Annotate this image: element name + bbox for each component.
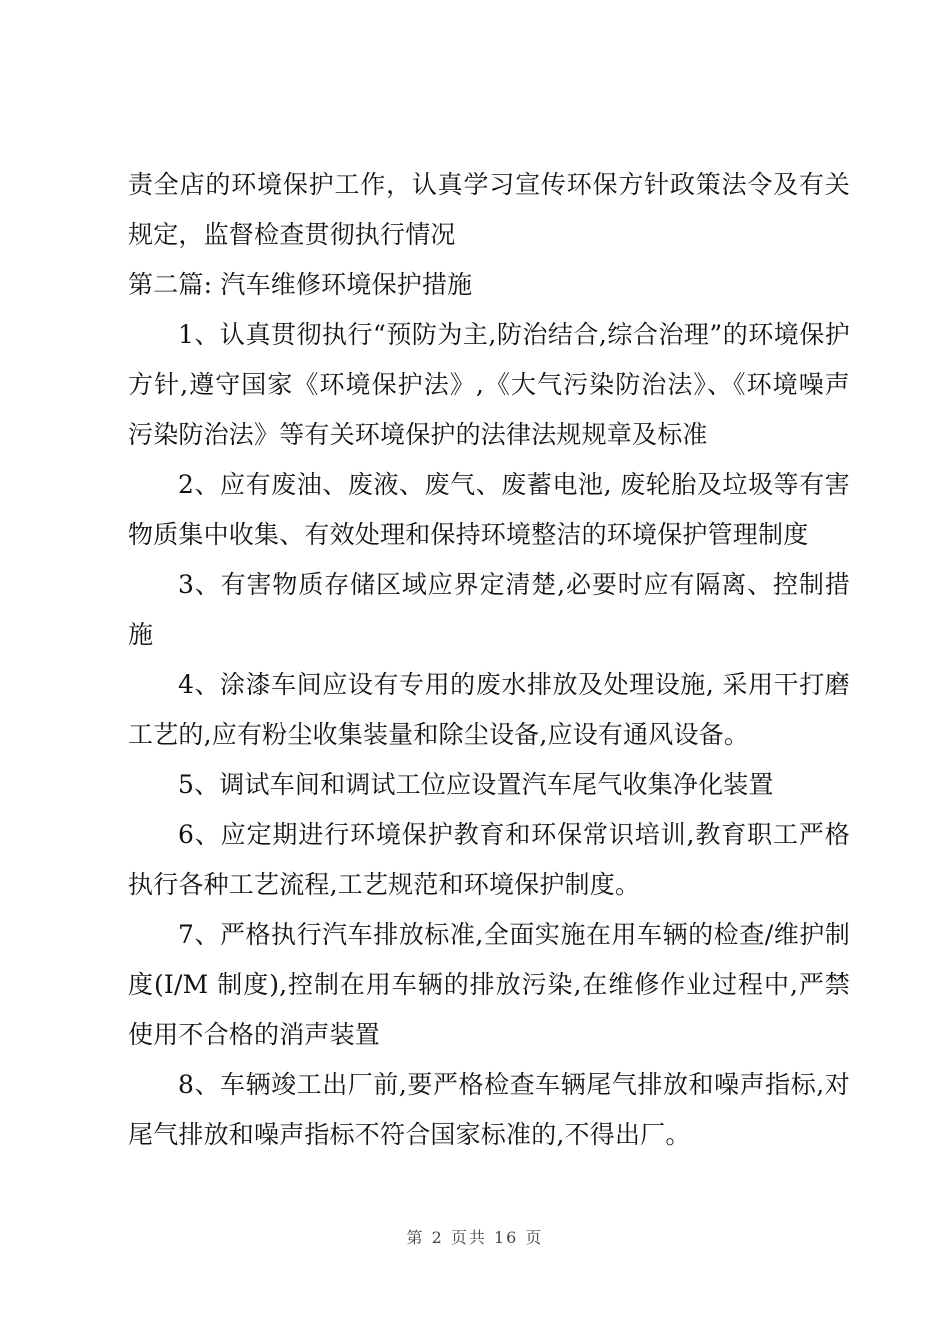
document-body	[128, 160, 850, 1160]
paragraph-item-8: 8、车辆竣工出厂前,要严格检查车辆尾气排放和噪声指标,对尾气排放和噪声指标不符合国家标准的,不得出厂。	[128, 1070, 850, 1149]
paragraph-continuation: 责全店的环境保护工作，认真学习宣传环保方针政策法令及有关规定，监督检查贯彻执行情况	[128, 170, 850, 249]
paragraph-item-6: 6、应定期进行环境保护教育和环保常识培训,教育职工严格执行各种工艺流程,工艺规范和环境保护制度。	[128, 820, 850, 899]
section-heading: 第二篇: 汽车维修环境保护措施	[128, 270, 473, 299]
paragraph-item-1: 1、认真贯彻执行“预防为主,防治结合,综合治理”的环境保护方针,遵守国家《环境保护法》,《大气污染防治法》、《环境噪声污染防治法》等有关环境保护的法律法规规章及标准	[128, 320, 850, 449]
page-number-footer: 第 2 页共 16 页	[406, 1228, 544, 1247]
paragraph-item-7: 7、严格执行汽车排放标准,全面实施在用车辆的检查/维护制度(I/M 制度),控制在用车辆的排放污染,在维修作业过程中,严禁使用不合格的消声装置	[128, 920, 850, 1049]
paragraph-item-3: 3、有害物质存储区域应界定清楚,必要时应有隔离、控制措施	[128, 570, 850, 649]
paragraph-item-4: 4、涂漆车间应设有专用的废水排放及处理设施, 采用干打磨工艺的,应有粉尘收集装量和除尘设备,应设有通风设备。	[128, 670, 850, 749]
paragraph-item-5: 5、调试车间和调试工位应设置汽车尾气收集净化装置	[178, 770, 774, 799]
paragraph-item-2: 2、应有废油、废液、废气、废蓄电池, 废轮胎及垃圾等有害物质集中收集、有效处理和保持环境整洁的环境保护管理制度	[128, 470, 850, 549]
